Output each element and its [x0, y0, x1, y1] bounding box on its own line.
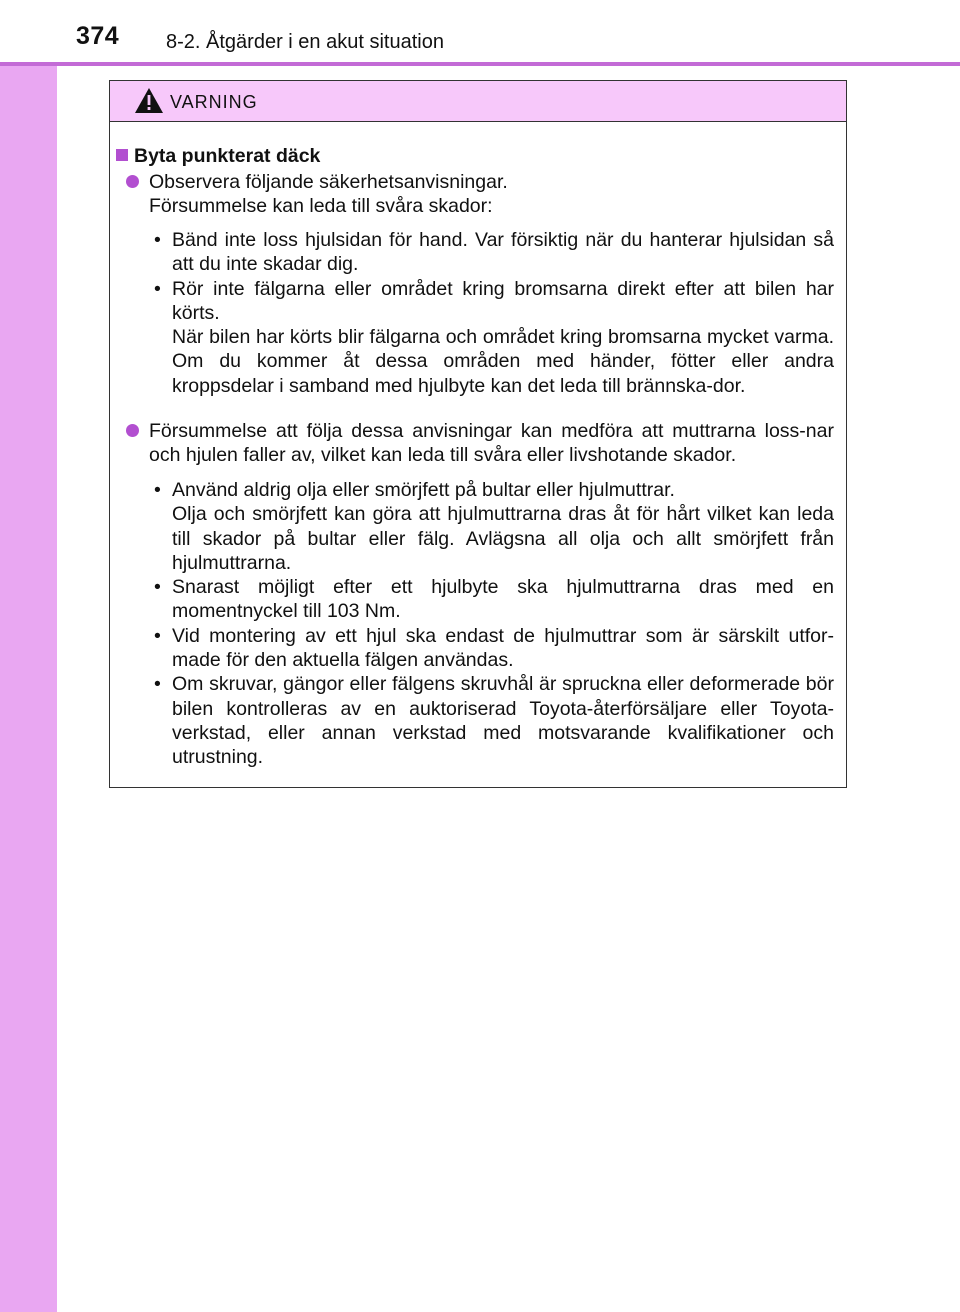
side-color-strip — [0, 0, 57, 1312]
bullet-text: • Använd aldrig olja eller smörjfett på bultar eller hjulmuttrar. — [172, 479, 675, 501]
list-item — [118, 419, 834, 468]
header-rule — [0, 62, 960, 66]
bullet-text: • Snarast möjligt efter ett hjulbyte ska hjulmuttrarna dras med en momentnyckel till 103 Nm. — [172, 576, 834, 623]
page-header — [0, 0, 960, 62]
bullet-text: Olja och smörjfett kan göra att hjulmuttrarna dras åt för hårt vilket kan leda till skador på bultar eller fälg. Avlägsna all olja och allt smörjfett från hjulmuttrarna. — [172, 503, 834, 574]
warning-title: VARNING — [170, 92, 258, 112]
bullet-item — [154, 575, 834, 624]
circle-bullet-icon — [126, 424, 139, 437]
section-title: 8-2. Åtgärder i en akut situation — [166, 31, 444, 53]
subheading-text: Byta punkterat däck — [134, 145, 321, 167]
bullet-item — [154, 624, 834, 673]
warning-body — [110, 122, 846, 787]
bullet-item — [154, 672, 834, 769]
bullet-text: • Vid montering av ett hjul ska endast de hjulmuttrar som är särskilt utfor-made för den aktuella fälgen användas. — [172, 624, 834, 672]
page-number: 374 — [76, 22, 120, 50]
bullet-item — [154, 478, 834, 575]
bullet-text: • Rör inte fälgarna eller området kring bromsarna direkt efter att bilen har körts. — [172, 277, 834, 324]
bullet-list — [154, 228, 834, 398]
bullet-list — [154, 478, 834, 770]
item-text: Observera följande säkerhetsanvisningar. Försummelse kan leda till svåra skador: — [149, 171, 508, 218]
warning-header — [110, 81, 846, 122]
item-text: Försummelse att följa dessa anvisningar kan medföra att muttrarna loss-nar och hjulen faller av, vilket kan leda till svåra eller livshotande skador. — [149, 420, 834, 467]
bullet-item — [154, 228, 834, 277]
list-item — [118, 170, 834, 219]
warning-triangle-icon — [134, 87, 164, 114]
warning-box — [109, 80, 847, 788]
circle-bullet-icon — [126, 175, 139, 188]
subheading — [116, 144, 320, 168]
bullet-text: • Om skruvar, gängor eller fälgens skruvhål är spruckna eller deformerade bör bilen kontrolleras av en auktoriserad Toyota-återförsäljare eller Toyota-verkstad, eller annan verkstad med motsvarande kvalifikationer och utrustning. — [172, 673, 834, 769]
bullet-text: När bilen har körts blir fälgarna och området kring bromsarna mycket varma. Om du kommer åt dessa områden med händer, fötter eller andra kroppsdelar i samband med hjulbyte kan det leda till brännska-dor. — [172, 326, 834, 397]
bullet-text: • Bänd inte loss hjulsidan för hand. Var försiktig när du hanterar hjulsidan så att du inte skadar dig. — [172, 229, 834, 276]
bullet-item — [154, 277, 834, 398]
square-bullet-icon — [116, 149, 128, 161]
